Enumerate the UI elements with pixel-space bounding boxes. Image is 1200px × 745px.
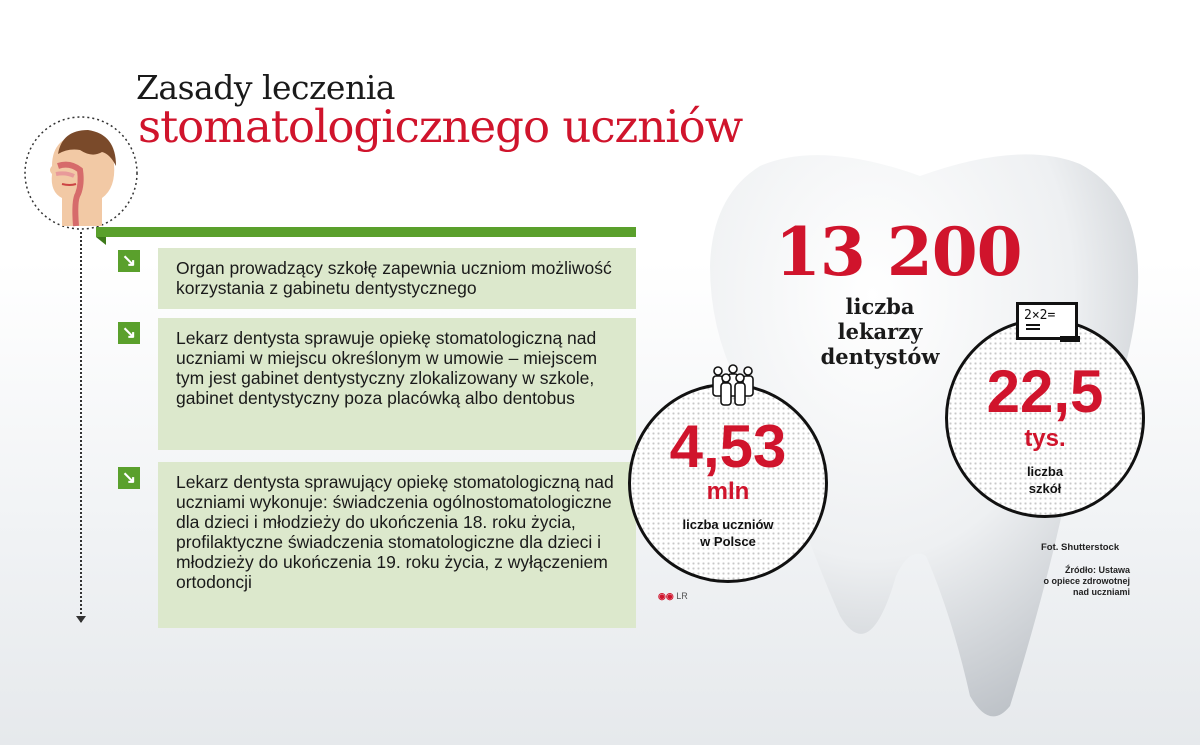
timeline-arrowhead xyxy=(76,616,86,623)
green-header-bar xyxy=(96,227,636,237)
blackboard-icon xyxy=(1016,302,1084,346)
students-unit: mln xyxy=(706,478,750,505)
title-line-1: Zasady leczenia xyxy=(136,68,395,107)
students-count: 4,53 xyxy=(669,413,787,480)
publisher-logo xyxy=(658,591,688,602)
source-line-2: o opiece zdrowotnej xyxy=(1043,576,1130,586)
timeline-line xyxy=(80,232,82,622)
publisher-logo-text: LR xyxy=(676,591,688,601)
students-circle xyxy=(628,383,828,583)
source-line-3: nad uczniami xyxy=(1072,587,1130,597)
dentists-label xyxy=(800,294,960,369)
arrow-down-right-icon: ↘ xyxy=(118,322,140,344)
photo-credit: Fot. Shutterstock xyxy=(1041,542,1120,553)
schools-label xyxy=(948,463,1142,497)
dentists-label-line-2: dentystów xyxy=(820,344,940,369)
dentists-label-line-1: liczba lekarzy xyxy=(837,294,923,344)
people-icon xyxy=(708,364,758,408)
students-label-line-1: liczba uczniów xyxy=(682,517,774,532)
students-label-line-2: w Polsce xyxy=(700,534,756,549)
source-line-1: Źródło: Ustawa xyxy=(1064,565,1130,575)
list-item-text: Lekarz dentysta sprawuje opiekę stomatologiczną nad uczniami w miejscu określonym w umowie – miejscem tym jest gabinet dentystyczny zlokalizowany w szkole, gabinet dentystyczny poza placówką albo dentobus xyxy=(176,328,598,408)
arrow-down-right-icon: ↘ xyxy=(118,467,140,489)
students-label xyxy=(631,516,825,550)
publisher-logo-mark: ◉◉ xyxy=(658,591,674,601)
source-note xyxy=(1030,565,1130,598)
green-bar-notch xyxy=(96,237,106,245)
head-anatomy-icon xyxy=(22,114,140,232)
list-item xyxy=(158,318,636,450)
schools-circle xyxy=(945,318,1145,518)
list-item-text: Lekarz dentysta sprawujący opiekę stomatologiczną nad uczniami wykonuje: świadczenia ogólnostomatologiczne dla dzieci i młodzieży do ukończenia 18. roku życia, profilaktyczne świadczenia stomatologiczne dla dzieci i młodzieży do ukończenia 19. roku życia, z wyłączeniem ortodoncji xyxy=(176,472,614,592)
blackboard-text: 2×2= xyxy=(1024,308,1056,323)
dentists-count: 13 200 xyxy=(775,213,1022,291)
schools-label-line-2: szkół xyxy=(1028,481,1062,496)
arrow-down-right-icon: ↘ xyxy=(118,250,140,272)
list-item xyxy=(158,462,636,628)
schools-count: 22,5 xyxy=(986,358,1104,425)
list-item xyxy=(158,248,636,309)
list-item-text: Organ prowadzący szkołę zapewnia uczniom możliwość korzystania z gabinetu dentystycznego xyxy=(176,258,612,298)
schools-unit: tys. xyxy=(1024,425,1066,452)
title-line-2: stomatologicznego uczniów xyxy=(138,100,743,153)
schools-label-line-1: liczba xyxy=(1026,464,1064,479)
